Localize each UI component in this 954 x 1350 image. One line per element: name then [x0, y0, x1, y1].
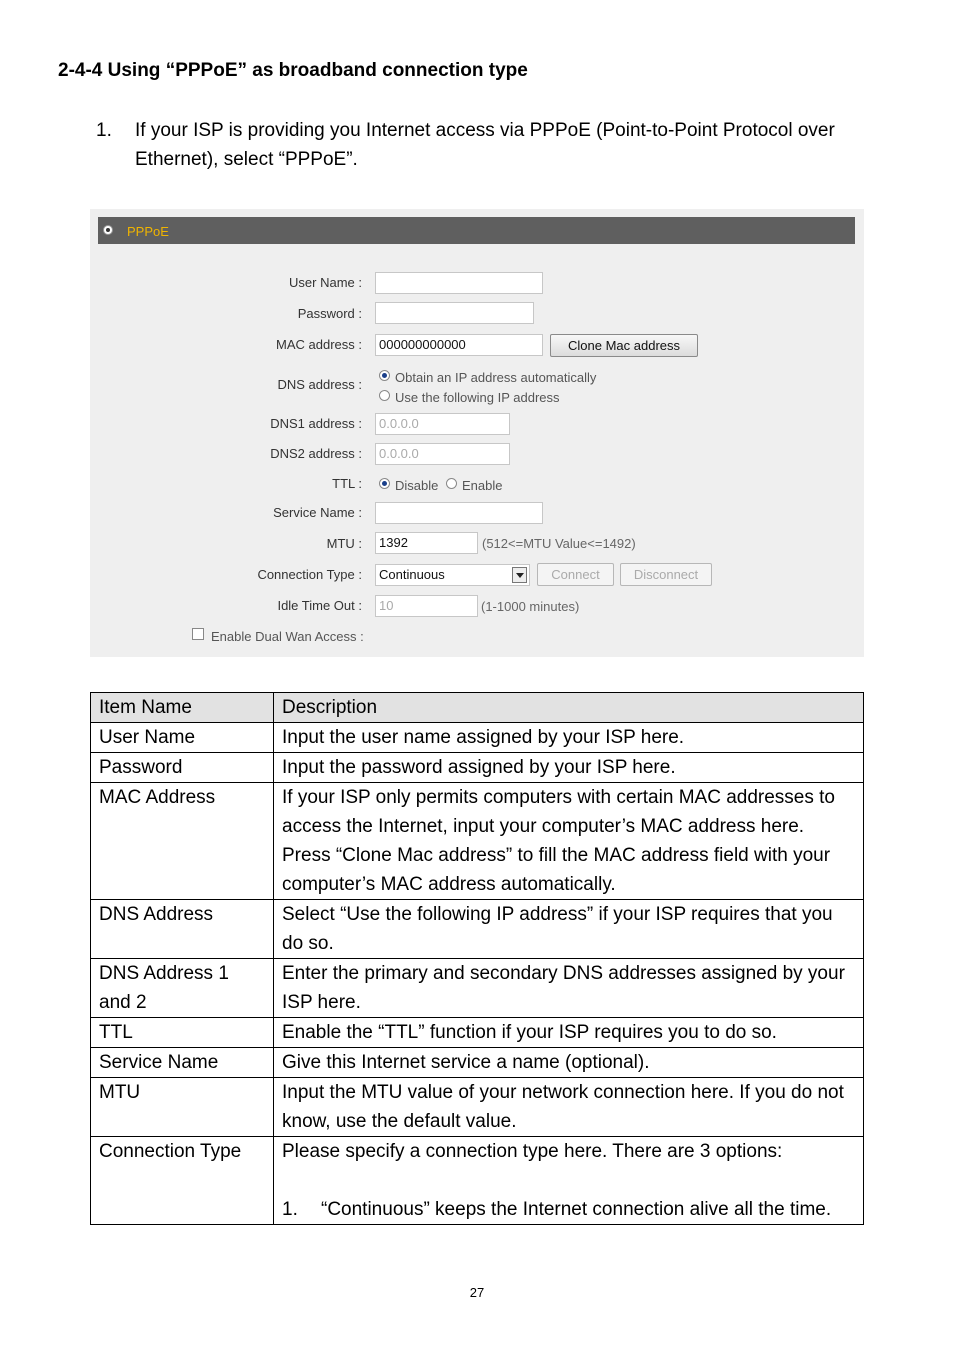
row-description: Give this Internet service a name (optional). — [274, 1048, 864, 1078]
dns-address-label: DNS address : — [277, 377, 362, 392]
ttl-label: TTL : — [332, 476, 362, 491]
header-description: Description — [274, 693, 864, 723]
service-name-label: Service Name : — [273, 505, 362, 520]
mac-address-input[interactable]: 000000000000 — [375, 334, 543, 356]
row-description — [274, 1137, 864, 1225]
table-row — [91, 783, 864, 900]
step-1 — [96, 116, 896, 174]
ttl-disable-option: Disable — [395, 478, 439, 493]
option-number: 1. — [282, 1199, 298, 1220]
page-number: 27 — [469, 1285, 485, 1300]
section-heading: 2-4-4 Using “PPPoE” as broadband connection type — [58, 60, 528, 81]
chevron-down-icon[interactable] — [512, 567, 527, 583]
row-item: Service Name — [91, 1048, 274, 1078]
description-table — [90, 692, 864, 1225]
connection-type-select[interactable] — [375, 564, 530, 586]
header-item-name: Item Name — [91, 693, 274, 723]
row-description: Select “Use the following IP address” if your ISP requires that you do so. — [274, 900, 864, 959]
row-item: Password — [91, 753, 274, 783]
row-item: DNS Address 1 and 2 — [91, 959, 274, 1018]
service-name-input[interactable] — [375, 502, 543, 524]
ttl-disable-radio[interactable] — [379, 478, 390, 489]
dns2-input[interactable]: 0.0.0.0 — [375, 443, 510, 465]
dns-auto-option: Obtain an IP address automatically — [395, 370, 597, 385]
row-description: Input the password assigned by your ISP here. — [274, 753, 864, 783]
mtu-label: MTU : — [326, 536, 362, 551]
table-header-row — [91, 693, 864, 723]
ttl-enable-radio[interactable] — [446, 478, 457, 489]
table-row — [91, 900, 864, 959]
row-item: Connection Type — [91, 1137, 274, 1225]
pppoe-radio[interactable] — [103, 225, 113, 235]
idle-time-label: Idle Time Out : — [277, 598, 362, 613]
pppoe-title: PPPoE — [127, 224, 169, 239]
row-item: TTL — [91, 1018, 274, 1048]
table-row — [91, 723, 864, 753]
row-item: MTU — [91, 1078, 274, 1137]
row-item: DNS Address — [91, 900, 274, 959]
table-row — [91, 753, 864, 783]
row-description: Input the user name assigned by your ISP here. — [274, 723, 864, 753]
connection-type-value: Continuous — [379, 567, 445, 582]
mtu-input[interactable]: 1392 — [375, 532, 478, 554]
row-description: If your ISP only permits computers with certain MAC addresses to access the Internet, input your computer’s MAC address here. Press “Clone Mac address” to fill the MAC address field with your computer’s MAC address automatically. — [274, 783, 864, 900]
mtu-hint: (512<=MTU Value<=1492) — [482, 536, 636, 551]
connection-option-1 — [282, 1195, 855, 1224]
row-item: MAC Address — [91, 783, 274, 900]
pppoe-header-bar — [98, 217, 855, 244]
connect-button[interactable]: Connect — [537, 563, 614, 586]
password-input[interactable] — [375, 302, 534, 324]
clone-mac-button[interactable]: Clone Mac address — [550, 334, 698, 357]
mac-address-label: MAC address : — [276, 337, 362, 352]
dns-manual-option: Use the following IP address — [395, 390, 560, 405]
disconnect-button[interactable]: Disconnect — [620, 563, 712, 586]
table-row — [91, 1048, 864, 1078]
connection-type-label: Connection Type : — [257, 567, 362, 582]
pppoe-settings-screenshot — [90, 209, 864, 657]
dual-wan-checkbox[interactable] — [192, 628, 204, 640]
idle-time-input[interactable]: 10 — [375, 595, 478, 617]
connection-type-intro: Please specify a connection type here. There are 3 options: — [282, 1141, 783, 1162]
option-text: “Continuous” keeps the Internet connection alive all the time. — [321, 1199, 832, 1220]
dns1-input[interactable]: 0.0.0.0 — [375, 413, 510, 435]
dns2-label: DNS2 address : — [270, 446, 362, 461]
user-name-label: User Name : — [289, 275, 362, 290]
table-row — [91, 959, 864, 1018]
table-row — [91, 1078, 864, 1137]
dns1-label: DNS1 address : — [270, 416, 362, 431]
step-number: 1. — [96, 120, 112, 141]
row-description: Enable the “TTL” function if your ISP requires you to do so. — [274, 1018, 864, 1048]
ttl-enable-option: Enable — [462, 478, 503, 493]
dns-auto-radio[interactable] — [379, 370, 390, 381]
dns-manual-radio[interactable] — [379, 390, 390, 401]
table-row — [91, 1137, 864, 1225]
row-description: Input the MTU value of your network connection here. If you do not know, use the default value. — [274, 1078, 864, 1137]
dual-wan-label: Enable Dual Wan Access : — [211, 629, 364, 644]
step-text: If your ISP is providing you Internet access via PPPoE (Point-to-Point Protocol over Ethernet), select “PPPoE”. — [135, 120, 835, 170]
table-row — [91, 1018, 864, 1048]
user-name-input[interactable] — [375, 272, 543, 294]
row-item: User Name — [91, 723, 274, 753]
idle-time-hint: (1-1000 minutes) — [481, 599, 580, 614]
password-label: Password : — [297, 306, 362, 321]
row-description: Enter the primary and secondary DNS addresses assigned by your ISP here. — [274, 959, 864, 1018]
